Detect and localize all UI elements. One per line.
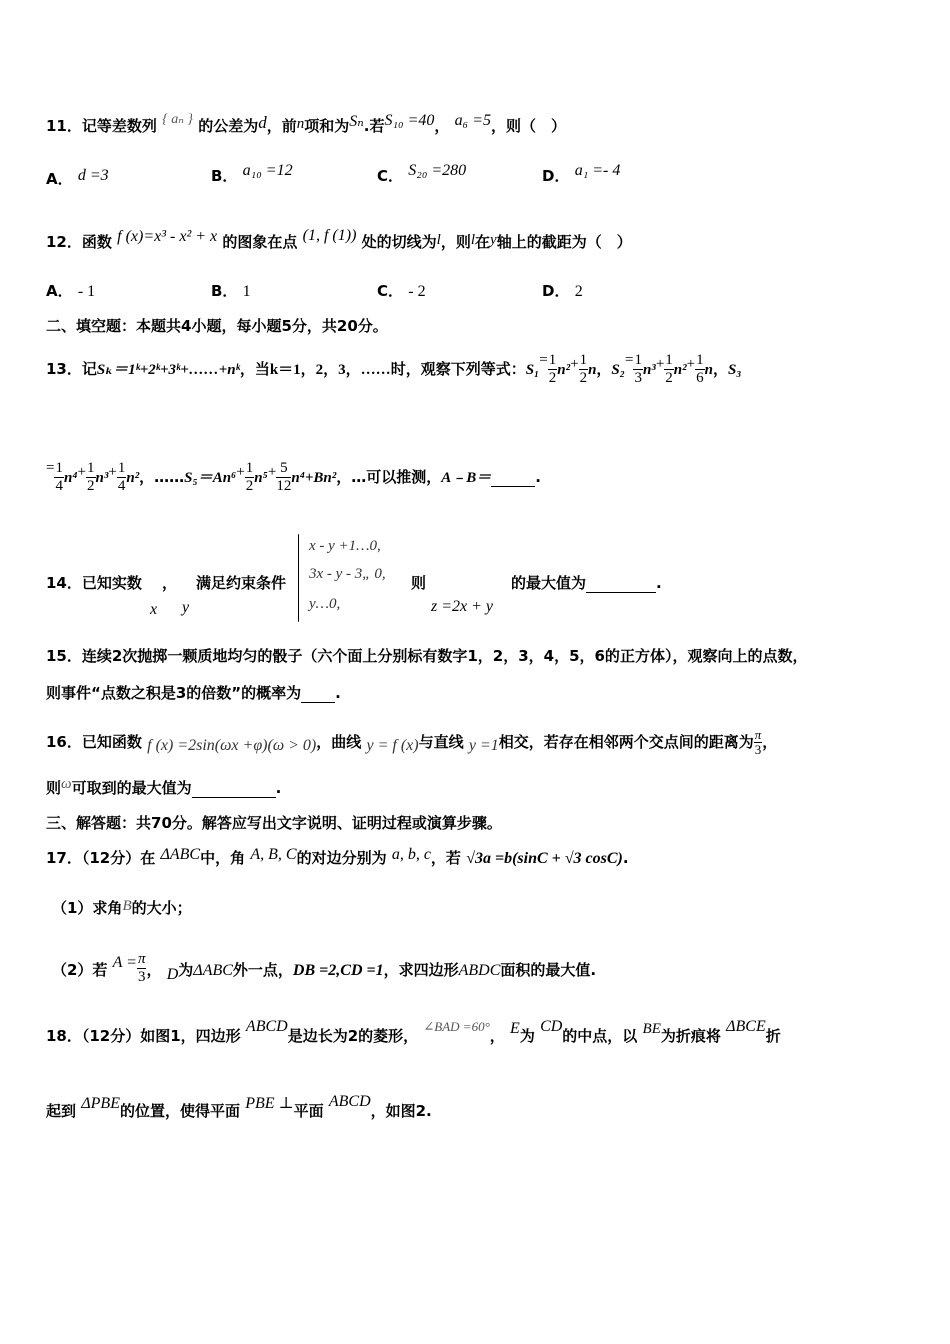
q16-number: 16． [46, 733, 82, 751]
q16-answer-blank[interactable] [192, 779, 276, 798]
q14-constraint-1: x - y +1…0, [309, 538, 381, 554]
q17-part1: （1）求角B的大小； [52, 898, 192, 917]
q14-then: 则 [411, 574, 427, 592]
q16-line1: 16．已知函数 f (x) =2sin(ωx +φ)(ω > 0)，曲线 y = f (x)与直线 y =1相交，若存在相邻两个交点间的距离为 $\frac{\pi}{3}$ ， [46, 727, 778, 757]
q14-comma: ， [162, 574, 178, 592]
q11-number: 11． [46, 117, 82, 135]
q11-option-c: C． S₂₀ =280 [377, 162, 467, 185]
q14-var-x: x [150, 601, 158, 618]
q12-option-c: C． - 2 [377, 282, 426, 300]
q11-line: 11．记等差数列 { aₙ } 的公差为d，前n项和为Sₙ.若S₁₀ =40， a₆ =5，则（ ） [46, 112, 567, 135]
q14-answer-blank[interactable] [586, 574, 656, 593]
section-3-heading: 三、解答题：共70分。解答应写出文字说明、证明过程或演算步骤。 [46, 814, 502, 832]
q17-line: 17．（12分）在 ΔABC中，角 A, B, C的对边分别为 a, b, c，若 √3a =b(sinC + √3 cosC). [46, 846, 629, 867]
q15-answer-blank[interactable] [301, 684, 335, 703]
q11-option-b: B． a₁₀ =12 [211, 162, 293, 185]
q12-option-a: A． - 1 [46, 282, 96, 300]
q11-option-d: D． a₁ =- 4 [542, 162, 621, 185]
q15-line2: 则事件“点数之积是3的倍数”的概率为 . [46, 684, 341, 702]
q14-number: 14． [46, 574, 82, 592]
q17-number: 17． [46, 849, 82, 867]
q14-tail: 的最大值为 . [511, 574, 662, 592]
q12-option-d: D． 2 [542, 282, 583, 300]
q13-number: 13． [46, 360, 82, 378]
q14-line: 14．已知实数 [46, 574, 142, 592]
q18-line1: 18．（12分）如图1，四边形 ABCD是边长为2的菱形， ∠BAD =60°， E为 CD的中点，以 BE为折痕将 ΔBCE折 [46, 1018, 781, 1045]
q14-constraint-3: y…0, [309, 596, 341, 612]
q18-line2: 起到 ΔPBE的位置，使得平面 PBE ⊥平面 ABCD，如图2. [46, 1093, 432, 1120]
q13-line1: 13．记Sₖ＝1ᵏ+2ᵏ+3ᵏ+……+nᵏ，当k＝1，2，3，……时，观察下列等式：S₁= $\frac{1}{2}$ n²+ $\frac{1}{2}$ n，S₂= $\frac{1}{3}$ n³+ $\frac{1}{2}$ n²+ $\frac{1}{6}$ n，S₃ [46, 352, 742, 386]
q13-line2: = $\frac{1}{4}$ n⁴+ $\frac{1}{2}$ n³+ $\frac{1}{4}$ n²，……S₅＝An⁶+ $\frac{1}{2}$ n⁵+ $\frac{5}{12}$ n⁴+Bn²，…可以推测，A﹣B＝ . [46, 460, 541, 494]
q15-line1: 15．连续2次抛掷一颗质地均匀的骰子（六个面上分别标有数字1，2，3，4，5，6的正方体），观察向上的点数， [46, 647, 808, 665]
q12-number: 12． [46, 233, 82, 251]
q14-objective: z =2x + y [431, 598, 494, 615]
q14-constraint-system [298, 534, 386, 622]
q17-part2: （2）若 A = $\frac{\pi}{3}$ ， D为ΔABC外一点，DB =2,CD =1，求四边形ABDC面积的最大值. [52, 951, 597, 985]
q11-option-a: A． d =3 [46, 167, 109, 188]
q12-function: f (x)=x³ - x² + x [117, 228, 218, 245]
q14-var-y: y [182, 599, 190, 616]
q18-number: 18． [46, 1027, 82, 1045]
q14-constraint-2: 3x - y - 3„ 0, [309, 566, 386, 582]
q11-sequence: { aₙ } [162, 112, 193, 127]
q12-option-b: B． 1 [211, 282, 251, 300]
q14-text-constraint: 满足约束条件 [196, 574, 287, 592]
q12-line: 12．函数 f (x)=x³ - x² + x 的图象在点 (1, f (1)) 处的切线为l，则l在y轴上的截距为（ ） [46, 227, 632, 251]
q13-answer-blank[interactable] [491, 468, 535, 487]
section-2-heading: 二、填空题：本题共4小题，每小题5分，共20分。 [46, 317, 388, 335]
q16-line2: 则ω可取到的最大值为 . [46, 776, 282, 797]
q15-number: 15． [46, 647, 82, 665]
